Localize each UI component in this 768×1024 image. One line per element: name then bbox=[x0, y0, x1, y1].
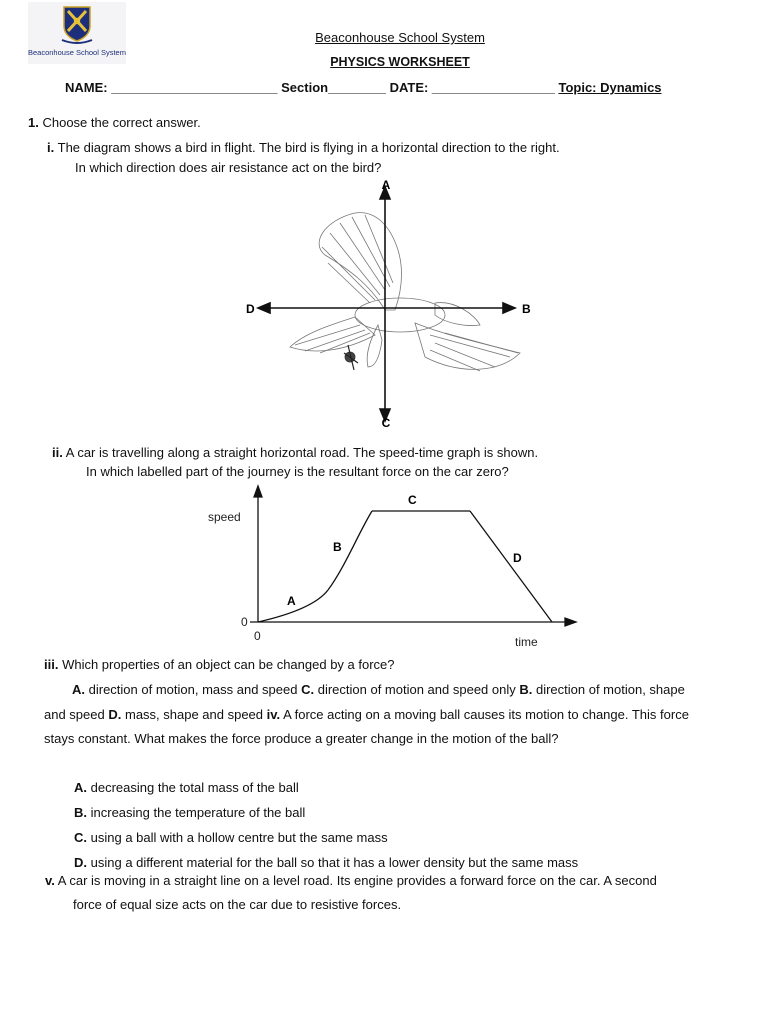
option-key: C. bbox=[74, 830, 87, 845]
x-axis-arrow-icon bbox=[565, 618, 576, 626]
bird-diagram bbox=[230, 175, 540, 437]
question-ii-line1 bbox=[52, 445, 538, 460]
option-text: increasing the temperature of the ball bbox=[90, 805, 306, 820]
arrow-left-icon bbox=[258, 303, 270, 313]
topic-label: Topic: Dynamics bbox=[558, 80, 662, 95]
question-v-line1 bbox=[45, 873, 657, 888]
option-key: D. bbox=[108, 706, 122, 722]
question-1-heading bbox=[28, 115, 201, 130]
question-ii-text: A car is travelling along a straight horizontal road. The speed-time graph is shown. bbox=[65, 445, 539, 460]
segment-d-line bbox=[470, 511, 552, 622]
name-field[interactable]: NAME: _______________________ bbox=[65, 80, 278, 95]
logo-text: Beaconhouse School System bbox=[28, 48, 126, 57]
school-name: Beaconhouse School System bbox=[315, 30, 485, 45]
question-i-text: The diagram shows a bird in flight. The bird is flying in a horizontal direction to the right. bbox=[57, 140, 560, 155]
sub-question-number: i. bbox=[47, 140, 55, 155]
sub-question-number: iv. bbox=[266, 706, 281, 722]
question-iv-option-a[interactable] bbox=[74, 780, 299, 795]
bird-illustration bbox=[290, 213, 520, 371]
segment-label-b: B bbox=[333, 540, 342, 554]
option-text[interactable]: direction of motion, mass and speed bbox=[88, 682, 298, 697]
segment-label-d: D bbox=[513, 551, 522, 565]
question-number: 1. bbox=[28, 115, 39, 130]
option-key: A. bbox=[72, 682, 85, 697]
date-field[interactable]: DATE: _________________ bbox=[389, 80, 555, 95]
segment-label-a: A bbox=[287, 594, 296, 608]
direction-label-d: D bbox=[246, 302, 255, 316]
worksheet-title: PHYSICS WORKSHEET bbox=[330, 55, 470, 69]
question-iii-text: Which properties of an object can be changed by a force? bbox=[62, 657, 395, 672]
option-text[interactable]: direction of motion, shape and speed bbox=[44, 682, 685, 722]
y-axis-arrow-icon bbox=[254, 486, 262, 497]
option-text[interactable]: direction of motion and speed only bbox=[317, 682, 516, 697]
sub-question-number: v. bbox=[45, 873, 55, 888]
question-iv-option-d[interactable] bbox=[74, 855, 578, 870]
question-ii-line2: In which labelled part of the journey is the resultant force on the car zero? bbox=[86, 464, 509, 479]
option-key: D. bbox=[74, 855, 87, 870]
question-v-text: A car is moving in a straight line on a level road. Its engine provides a forward force on the car. A second bbox=[57, 873, 657, 888]
option-key: B. bbox=[74, 805, 87, 820]
sub-question-number: iii. bbox=[44, 657, 59, 672]
option-text[interactable]: mass, shape and speed bbox=[124, 706, 264, 722]
y-axis-label: speed bbox=[208, 510, 241, 524]
arrow-right-icon bbox=[503, 303, 515, 313]
question-iv-option-b[interactable] bbox=[74, 805, 305, 820]
direction-label-a: A bbox=[381, 178, 391, 192]
option-key: A. bbox=[74, 780, 87, 795]
section-field[interactable]: Section________ bbox=[281, 80, 386, 95]
direction-label-c: C bbox=[381, 416, 391, 430]
question-iv-text: A force acting on a moving ball causes its motion to change. This force stays constant. What makes the force produce a greater change in the motion of the ball? bbox=[44, 706, 689, 746]
question-iii-line bbox=[44, 657, 395, 672]
student-info-line bbox=[65, 80, 662, 95]
x-axis-label: time bbox=[515, 635, 538, 649]
x-origin-label: 0 bbox=[254, 629, 261, 643]
question-iv-option-c[interactable] bbox=[74, 830, 388, 845]
option-text: using a ball with a hollow centre but the same mass bbox=[90, 830, 388, 845]
question-instruction: Choose the correct answer. bbox=[42, 115, 201, 130]
option-key: C. bbox=[301, 682, 315, 697]
segment-label-c: C bbox=[408, 493, 417, 507]
question-i-line1 bbox=[47, 140, 560, 155]
question-v-line2: force of equal size acts on the car due to resistive forces. bbox=[73, 897, 402, 912]
option-text: decreasing the total mass of the ball bbox=[90, 780, 299, 795]
question-i-line2: In which direction does air resistance act on the bird? bbox=[75, 160, 382, 175]
option-key: B. bbox=[519, 682, 533, 697]
question-iii-iv-paragraph bbox=[44, 678, 694, 752]
option-text: using a different material for the ball so that it has a lower density but the same mass bbox=[90, 855, 579, 870]
y-origin-label: 0 bbox=[241, 615, 248, 629]
speed-time-graph bbox=[200, 482, 590, 654]
direction-label-b: B bbox=[522, 302, 531, 316]
sub-question-number: ii. bbox=[52, 445, 63, 460]
